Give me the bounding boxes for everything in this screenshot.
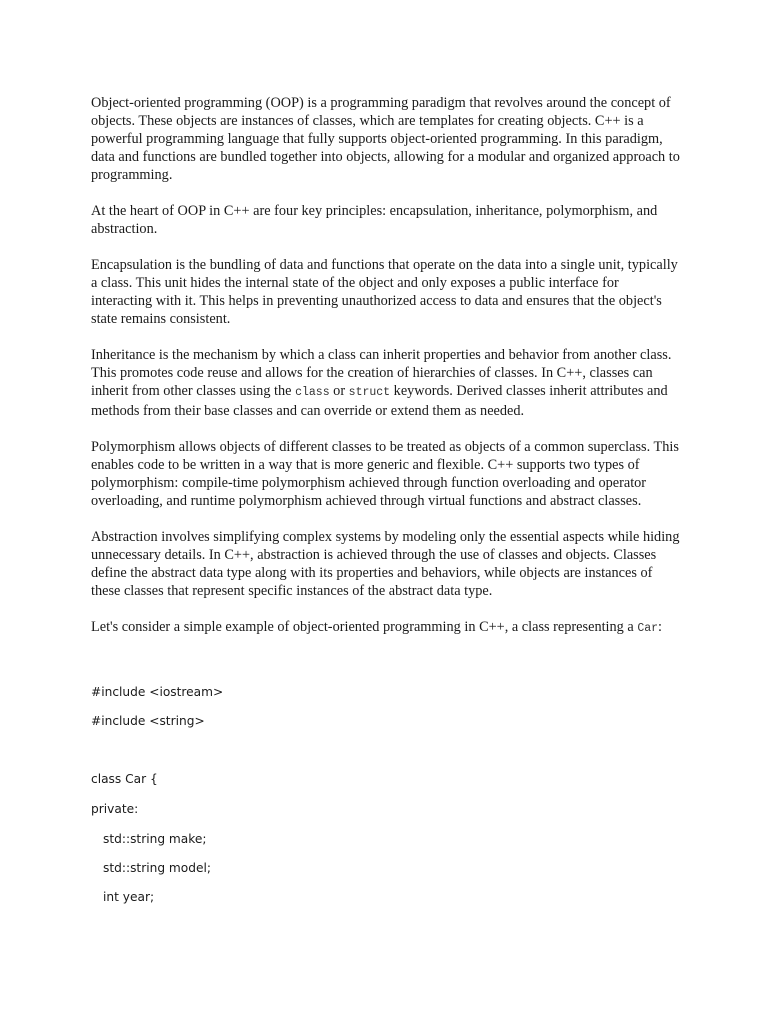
example-text-start: Let's consider a simple example of object-oriented programming in C++, a class representing a xyxy=(91,619,638,635)
example-text-end: : xyxy=(658,619,663,635)
code-line-make: std::string make; xyxy=(103,832,207,846)
code-line-model: std::string model; xyxy=(103,861,211,875)
paragraph-key-principles: At the heart of OOP in C++ are four key principles: encapsulation, inheritance, polymorphism, and abstraction. xyxy=(91,203,658,237)
code-line-year: int year; xyxy=(103,890,155,904)
code-line-include-string: #include <string> xyxy=(91,714,205,728)
code-line-private: private: xyxy=(91,802,139,816)
code-line-class-car: class Car { xyxy=(91,772,158,786)
inheritance-text-start: Inheritance is the mechanism by which a class can inherit properties and behavior from another class. This promotes code reuse and allows for the creation of hierarchies of classes. In C++, classes can inherit from other classes using the xyxy=(91,347,672,399)
paragraph-abstraction: Abstraction involves simplifying complex systems by modeling only the essential aspects while hiding unnecessary details. In C++, abstraction is achieved through the use of classes and objects. Classes define the abstract data type along with its properties and behaviors, while objects are instances of these classes that represent specific instances of the abstract data type. xyxy=(91,529,680,599)
code-line-include-iostream: #include <iostream> xyxy=(91,685,224,699)
inheritance-text-mid: or xyxy=(329,383,349,399)
inline-code-car: Car xyxy=(637,622,659,635)
paragraph-oop-intro: Object-oriented programming (OOP) is a programming paradigm that revolves around the concept of objects. These objects are instances of classes, which are templates for creating objects. C++ is a powerful programming language that fully supports object-oriented programming. In this paradigm, data and functions are bundled together into objects, allowing for a modular and organized approach to programming. xyxy=(91,95,680,183)
inheritance-text-end: keywords. Derived classes inherit attributes and methods from their base classes and can override or extend them as needed. xyxy=(91,383,668,419)
inline-code-struct: struct xyxy=(348,386,391,399)
inline-code-class: class xyxy=(295,386,330,399)
paragraph-polymorphism: Polymorphism allows objects of different classes to be treated as objects of a common superclass. This enables code to be written in a way that is more generic and flexible. C++ supports two types of polymorphism: compile-time polymorphism achieved through function overloading and operator overloading, and runtime polymorphism achieved through virtual functions and abstract classes. xyxy=(91,439,679,509)
paragraph-encapsulation: Encapsulation is the bundling of data and functions that operate on the data into a single unit, typically a class. This unit hides the internal state of the object and only exposes a public interface for interacting with it. This helps in preventing unauthorized access to data and ensures that the object's state remains consistent. xyxy=(91,257,678,327)
code-block xyxy=(91,0,681,1024)
